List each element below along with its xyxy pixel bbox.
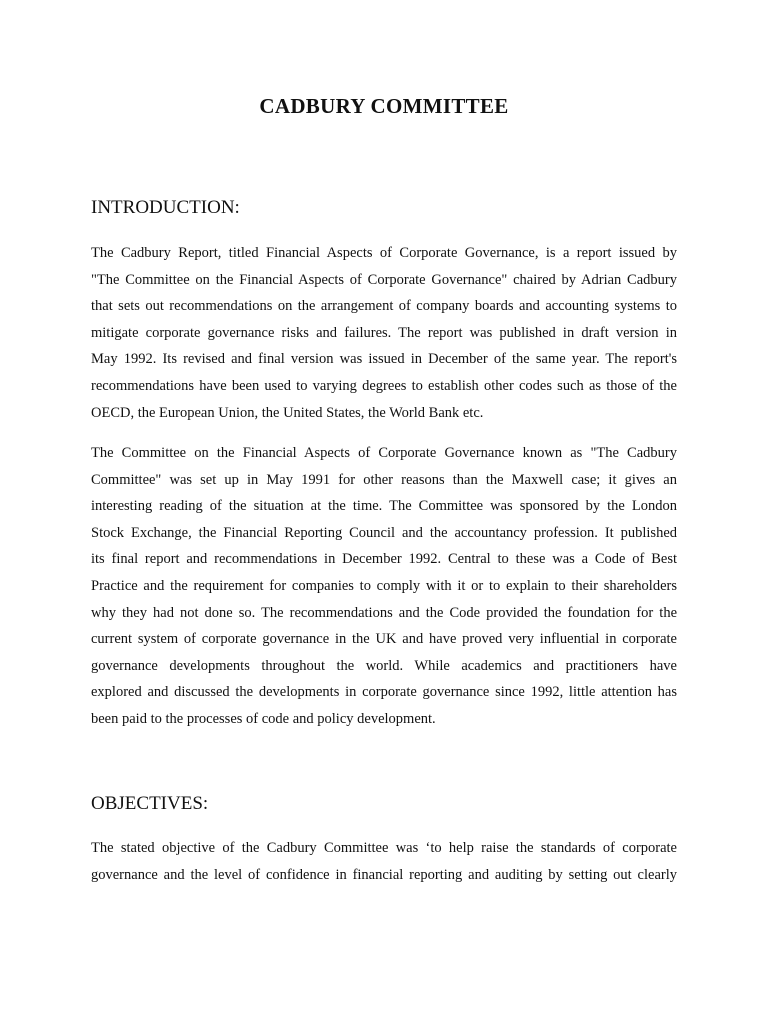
text-line: current system of corporate governance in the UK and have proved very influential in corporate [91, 631, 677, 648]
text-line: "The Committee on the Financial Aspects of Corporate Governance" chaired by Adrian Cadbury [91, 271, 677, 288]
text-line: that sets out recommendations on the arrangement of company boards and accounting systems to [91, 298, 677, 315]
text-line: governance developments throughout the world. While academics and practitioners have [91, 657, 677, 674]
section-heading-introduction: INTRODUCTION: [91, 197, 240, 218]
text-line: why they had not done so. The recommendations and the Code provided the foundation for the [91, 604, 677, 621]
text-line: The stated objective of the Cadbury Committee was ‘to help raise the standards of corporate [91, 840, 677, 856]
section-heading-objectives: OBJECTIVES: [91, 793, 209, 814]
text-line: recommendations have been used to varying degrees to establish other codes such as those of the [91, 377, 677, 394]
text-line: OECD, the European Union, the United States, the World Bank etc. [91, 404, 484, 421]
text-line: Practice and the requirement for companies to comply with it or to explain to their shareholders [91, 577, 677, 594]
text-line: Committee" was set up in May 1991 for other reasons than the Maxwell case; it gives an [91, 471, 677, 488]
text-line: explored and discussed the developments in corporate governance since 1992, little attention has [91, 684, 677, 701]
text-line: governance and the level of confidence in financial reporting and auditing by setting out clearly [91, 866, 677, 883]
text-line: The Cadbury Report, titled Financial Aspects of Corporate Governance, is a report issued by [91, 245, 677, 261]
text-line: interesting reading of the situation at the time. The Committee was sponsored by the London [91, 498, 677, 515]
text-line: The Committee on the Financial Aspects of Corporate Governance known as "The Cadbury [91, 445, 677, 461]
introduction-paragraph-2 [91, 440, 677, 733]
objectives-paragraph-1 [91, 835, 677, 888]
text-line: May 1992. Its revised and final version was issued in December of the same year. The report's [91, 351, 677, 368]
page-title: CADBURY COMMITTEE [259, 94, 509, 118]
text-line: mitigate corporate governance risks and failures. The report was published in draft version in [91, 324, 677, 341]
text-line: been paid to the processes of code and policy development. [91, 710, 436, 727]
text-line: Stock Exchange, the Financial Reporting Council and the accountancy profession. It published [91, 524, 677, 541]
introduction-paragraph-1 [91, 240, 677, 426]
text-line: its final report and recommendations in December 1992. Central to these was a Code of Best [91, 551, 677, 568]
